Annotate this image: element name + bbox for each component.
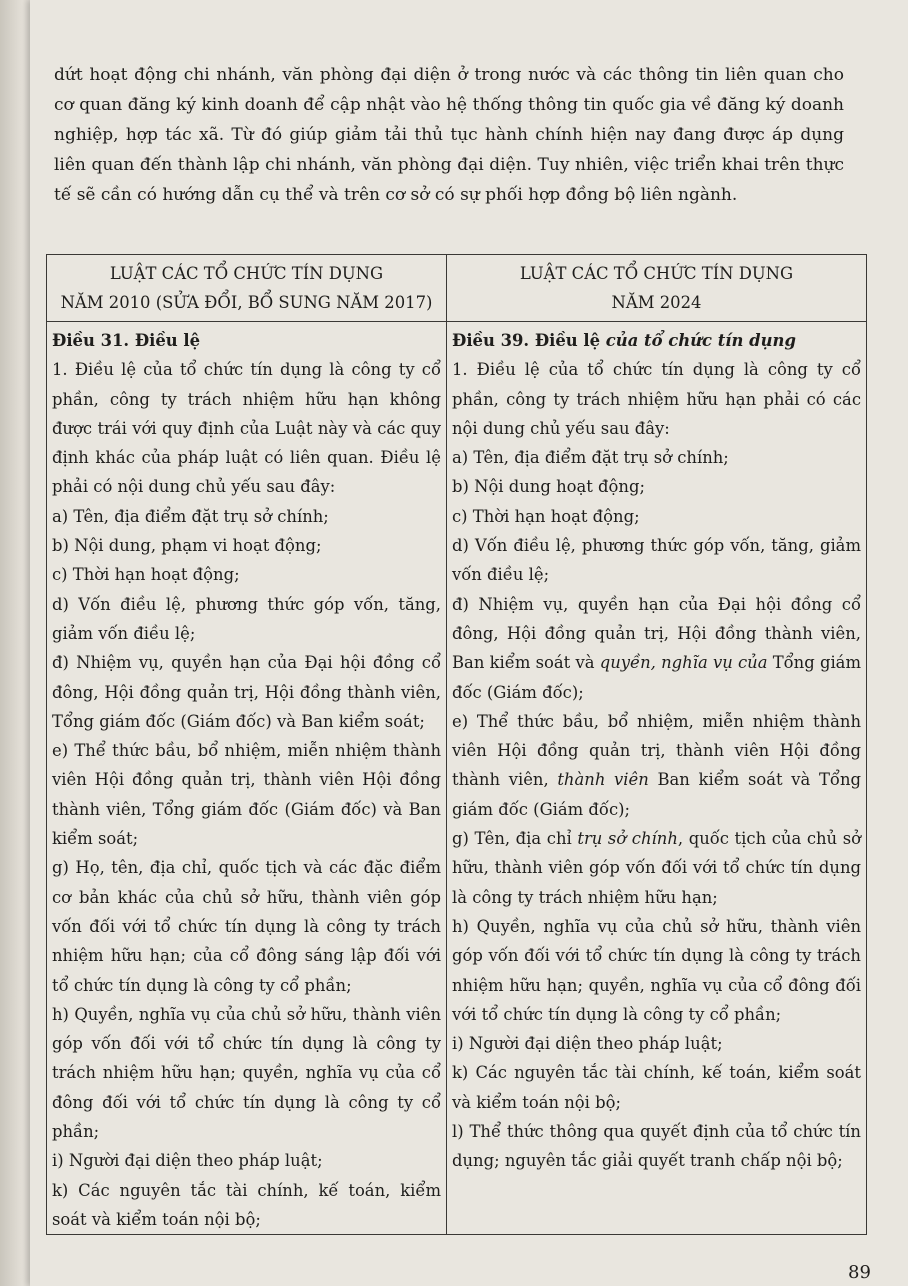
left-header-line2: NĂM 2010 (SỬA ĐỔI, BỔ SUNG NĂM 2017) (60, 293, 433, 312)
table-header-row (47, 255, 867, 322)
right-item: a) Tên, địa điểm đặt trụ sở chính; (452, 448, 729, 468)
right-item: l) Thể thức thông qua quyết định của tổ chức tín dụng; nguyên tắc giải quyết tranh chấp nội bộ; (452, 1122, 861, 1171)
left-item: d) Vốn điều lệ, phương thức góp vốn, tăng, giảm vốn điều lệ; (52, 594, 441, 643)
right-column-header (447, 255, 867, 322)
left-header-line1: LUẬT CÁC TỔ CHỨC TÍN DỤNG (109, 264, 384, 283)
right-item-text: đ) Nhiệm vụ, quyền hạn của Đại hội đồng cổ đông, Hội đồng quản trị, Hội đồng thành viên, Ban kiểm soát và (452, 594, 861, 673)
page-number: 89 (848, 1262, 871, 1283)
left-item: đ) Nhiệm vụ, quyền hạn của Đại hội đồng cổ đông, Hội đồng quản trị, Hội đồng thành viên, Tổng giám đốc (Giám đốc) và Ban kiểm soát; (52, 653, 441, 731)
right-header-line2: NĂM 2024 (611, 293, 702, 312)
right-item (452, 824, 861, 912)
right-item-italic: quyền, nghĩa vụ của (599, 653, 768, 673)
right-column-cell (447, 322, 867, 1235)
right-article-title (452, 326, 861, 355)
right-item-text: Tổng giám đốc (Giám đốc); (452, 653, 861, 702)
left-item: i) Người đại diện theo pháp luật; (52, 1151, 323, 1171)
left-item: 1. Điều lệ của tổ chức tín dụng là công ty cổ phần, công ty trách nhiệm hữu hạn không được trái với quy định của Luật này và các quy định khác của pháp luật có liên quan. Điều lệ phải có nội dung chủ yếu sau đây: (52, 360, 441, 497)
left-item: b) Nội dung, phạm vi hoạt động; (52, 536, 322, 556)
right-item-text: e) Thể thức bầu, bổ nhiệm, miễn nhiệm thành viên Hội đồng quản trị, thành viên Hội đồng thành viên, (452, 711, 861, 790)
left-column-header (47, 255, 447, 322)
right-item (452, 707, 861, 824)
intro-paragraph (54, 60, 844, 210)
left-column-cell (47, 322, 447, 1235)
right-item-italic: trụ sở chính (577, 829, 678, 849)
left-item: e) Thể thức bầu, bổ nhiệm, miễn nhiệm thành viên Hội đồng quản trị, thành viên Hội đồng thành viên, Tổng giám đốc (Giám đốc) và Ban kiểm soát; (52, 741, 441, 849)
left-item: k) Các nguyên tắc tài chính, kế toán, kiểm soát và kiểm toán nội bộ; (52, 1180, 441, 1229)
right-item: b) Nội dung hoạt động; (452, 477, 645, 497)
left-item: c) Thời hạn hoạt động; (52, 565, 240, 585)
right-item: c) Thời hạn hoạt động; (452, 506, 640, 526)
right-item-text: g) Tên, địa chỉ (452, 829, 578, 849)
right-item: k) Các nguyên tắc tài chính, kế toán, kiểm soát và kiểm toán nội bộ; (452, 1063, 861, 1112)
law-comparison-table (46, 254, 867, 1235)
right-article-italic: của tổ chức tín dụng (605, 331, 796, 350)
left-item: a) Tên, địa điểm đặt trụ sở chính; (52, 506, 329, 526)
right-item-italic: thành viên (557, 770, 649, 790)
right-item-text: , quốc tịch của chủ sở hữu, thành viên góp vốn đối với tổ chức tín dụng là công ty trách nhiệm hữu hạn; (452, 829, 861, 907)
right-item-text: Ban kiểm soát và Tổng giám đốc (Giám đốc); (452, 770, 862, 819)
left-item: h) Quyền, nghĩa vụ của chủ sở hữu, thành viên góp vốn đối với tổ chức tín dụng là công ty trách nhiệm hữu hạn; quyền, nghĩa vụ của cổ đông đối với tổ chức tín dụng là công ty cổ phần; (52, 1004, 441, 1142)
right-header-line1: LUẬT CÁC TỔ CHỨC TÍN DỤNG (519, 264, 794, 283)
right-item: h) Quyền, nghĩa vụ của chủ sở hữu, thành viên góp vốn đối với tổ chức tín dụng là công ty trách nhiệm hữu hạn; quyền, nghĩa vụ của cổ đông đối với tổ chức tín dụng là công ty cổ phần; (452, 916, 861, 1024)
table-row (47, 322, 867, 1235)
left-article-title: Điều 31. Điều lệ (52, 331, 201, 350)
right-item: d) Vốn điều lệ, phương thức góp vốn, tăng, giảm vốn điều lệ; (452, 536, 861, 585)
right-item: 1. Điều lệ của tổ chức tín dụng là công ty cổ phần, công ty trách nhiệm hữu hạn phải có các nội dung chủ yếu sau đây: (452, 360, 861, 438)
intro-text: dứt hoạt động chi nhánh, văn phòng đại diện ở trong nước và các thông tin liên quan cho cơ quan đăng ký kinh doanh để cập nhật vào hệ thống thông tin quốc gia về đăng ký doanh nghiệp, hợp tác xã. Từ đó giúp giảm tải thủ tục hành chính hiện nay đang được áp dụng liên quan đến thành lập chi nhánh, văn phòng đại diện. Tuy nhiên, việc triển khai trên thực tế sẽ cần có hướng dẫn cụ thể và trên cơ sở có sự phối hợp đồng bộ liên ngành. (54, 65, 844, 205)
book-page (30, 0, 908, 1286)
left-item: g) Họ, tên, địa chỉ, quốc tịch và các đặc điểm cơ bản khác của chủ sở hữu, thành viên góp vốn đối với tổ chức tín dụng là công ty trách nhiệm hữu hạn; của cổ đông sáng lập đối với tổ chức tín dụng là công ty cổ phần; (52, 858, 441, 995)
right-item: i) Người đại diện theo pháp luật; (452, 1034, 723, 1054)
right-article-bold: Điều 39. Điều lệ (452, 331, 606, 350)
right-item (452, 590, 861, 707)
